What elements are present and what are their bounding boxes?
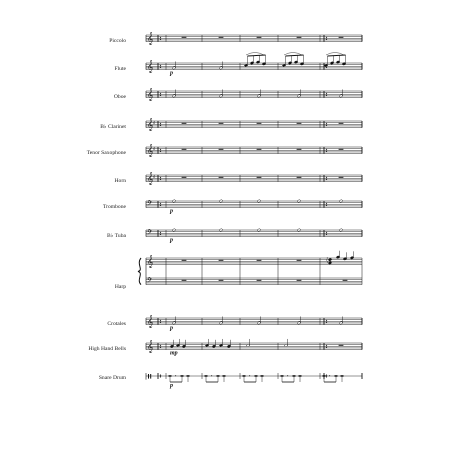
repeat-dot [326,177,327,178]
beam [328,55,346,56]
bass-clef-icon: 𝄢 [147,228,153,238]
percussion-clef-icon [148,374,149,379]
repeat-dot [160,205,161,206]
whole-rest-icon [257,177,262,178]
whole-rest-icon [219,37,224,38]
whole-rest-icon [257,123,262,124]
repeat-dot [160,232,161,233]
whole-rest-icon [219,260,224,261]
repeat-dot [326,179,327,180]
repeat-dot [326,234,327,235]
whole-note [297,199,301,202]
whole-rest-icon [297,123,302,124]
dynamic-marking: p [170,70,173,77]
repeat-dot [160,347,161,348]
bass-clef-icon: 𝄢 [147,276,153,286]
eighth-rest-icon: 𝄾 [211,373,213,380]
repeat-dot [326,125,327,126]
treble-clef-icon: 𝄞 [147,118,154,132]
whole-note [257,199,261,202]
snare-note-head [261,375,264,377]
instrument-label: B♭ Clarinet [100,124,126,130]
whole-rest-icon [297,37,302,38]
repeat-dot [326,93,327,94]
treble-clef-icon: 𝄞 [147,315,154,329]
whole-rest-icon [219,149,224,150]
whole-rest-icon [219,177,224,178]
repeat-dot [160,125,161,126]
percussion-clef-icon [150,374,151,379]
instrument-label: Oboe [113,94,126,100]
instrument-label: Trombone [102,204,126,210]
staff-bb-tuba [107,228,362,243]
treble-clef-icon: 𝄞 [147,340,154,354]
dynamic-marking: p [170,383,173,389]
repeat-dot [160,65,161,66]
whole-note [219,228,223,231]
treble-clef-icon: 𝄞 [147,60,154,74]
brace-icon [138,258,141,285]
bass-clef-icon: 𝄢 [147,199,153,209]
whole-rest-icon [339,149,344,150]
note-head [328,258,332,261]
repeat-dot [160,123,161,124]
treble-clef-icon: 𝄞 [147,255,154,269]
whole-rest-icon [297,280,302,281]
repeat-dot [326,39,327,40]
eighth-rest-icon: 𝄾 [329,373,331,380]
repeat-dot [326,95,327,96]
whole-rest-icon [257,260,262,261]
whole-note [257,228,261,231]
dynamic-marking: p [170,237,173,244]
repeat-dot [326,322,327,323]
whole-rest-icon [182,37,187,38]
dynamic-marking: p [170,325,173,332]
sharp-key-icon: ♯ [153,174,156,181]
repeat-dot [326,205,327,206]
repeat-dot [160,234,161,235]
eighth-rest-icon: 𝄾 [249,373,251,380]
repeat-dot [326,151,327,152]
note-head [328,261,332,264]
eighth-rest-icon: 𝄾 [287,373,289,380]
snare-note-head [341,375,344,377]
repeat-dot [160,345,161,346]
whole-rest-icon [182,177,187,178]
repeat-dot [326,123,327,124]
whole-rest-icon [297,260,302,261]
slur [284,53,302,56]
repeat-dot [160,67,161,68]
whole-rest-icon [339,37,344,38]
instrument-label: Horn [114,178,126,184]
staff-high-hand-bells [88,339,362,357]
repeat-dot [160,179,161,180]
whole-rest-icon [297,177,302,178]
whole-rest-icon [219,123,224,124]
repeat-dot [160,151,161,152]
repeat-dot [160,322,161,323]
instrument-label: Piccolo [109,38,126,44]
instrument-label: B♭ Tuba [107,233,126,239]
snare-note-head [323,375,326,377]
snare-note-head [293,375,296,377]
snare-note-head [181,375,184,377]
snare-note-head [281,375,284,377]
whole-note [297,228,301,231]
repeat-dot [326,345,327,346]
staff-snare-drum [99,373,362,389]
repeat-dot [326,149,327,150]
instrument-label: Harp [114,284,126,290]
repeat-dot [326,347,327,348]
whole-rest-icon [257,37,262,38]
repeat-dot [326,375,327,376]
whole-note [339,228,343,231]
instrument-label: Snare Drum [98,375,126,381]
treble-clef-icon: 𝄞 [147,32,154,46]
whole-rest-icon [339,345,344,346]
whole-note [172,228,176,231]
staff-horn [115,172,363,185]
snare-note-head [205,375,208,377]
repeat-dot [326,67,327,68]
repeat-dot [160,149,161,150]
repeat-dot [326,376,327,377]
snare-note-head [223,375,226,377]
repeat-dot [326,37,327,38]
snare-note-head [243,375,246,377]
whole-rest-icon [219,280,224,281]
whole-rest-icon [182,280,187,281]
dynamic-marking: p [170,208,173,215]
whole-rest-icon [339,123,344,124]
treble-clef-icon: 𝄞 [147,88,154,102]
instrument-label: High Hand Bells [88,346,126,352]
slur [246,53,264,56]
repeat-dot [160,320,161,321]
staff-harp [115,251,362,290]
staff-oboe [114,88,362,101]
staff-piccolo [109,32,362,45]
staff-tenor-saxophone [87,144,362,157]
whole-note [172,199,176,202]
snare-note-head [335,375,338,377]
snare-note-head [217,375,220,377]
instrument-label: Crotales [107,321,126,327]
whole-rest-icon [182,260,187,261]
sharp-key-icon: ♯ [153,146,156,153]
repeat-dot [160,177,161,178]
staff-trombone [103,199,362,214]
beam [286,55,304,56]
staff-crotales [107,315,362,331]
repeat-dot [326,232,327,233]
whole-rest-icon [182,123,187,124]
whole-rest-icon [257,149,262,150]
repeat-dot [160,376,161,377]
repeat-dot [326,320,327,321]
repeat-dot [160,375,161,376]
repeat-dot [160,39,161,40]
repeat-dot [326,203,327,204]
snare-note-head [255,375,258,377]
whole-note [219,199,223,202]
whole-rest-icon [343,280,348,281]
staff-flute [115,53,363,77]
snare-note-head [169,375,172,377]
repeat-dot [160,95,161,96]
snare-note-head [187,375,190,377]
repeat-dot [160,93,161,94]
treble-clef-icon: 𝄞 [147,144,154,158]
snare-note-head [299,375,302,377]
staff-bb-clarinet [100,118,362,131]
treble-clef-icon: 𝄞 [147,172,154,186]
repeat-dot [160,203,161,204]
whole-rest-icon [339,177,344,178]
whole-note [339,199,343,202]
instrument-label: Flute [114,66,126,72]
instrument-label: Tenor Saxophone [86,150,126,156]
whole-rest-icon [257,280,262,281]
eighth-rest-icon: 𝄾 [175,373,177,380]
dynamic-marking: mp [170,350,178,357]
repeat-dot [160,37,161,38]
slur [326,53,344,56]
beam [248,55,266,56]
whole-rest-icon [297,149,302,150]
sharp-key-icon: ♯ [153,120,156,127]
whole-rest-icon [182,149,187,150]
